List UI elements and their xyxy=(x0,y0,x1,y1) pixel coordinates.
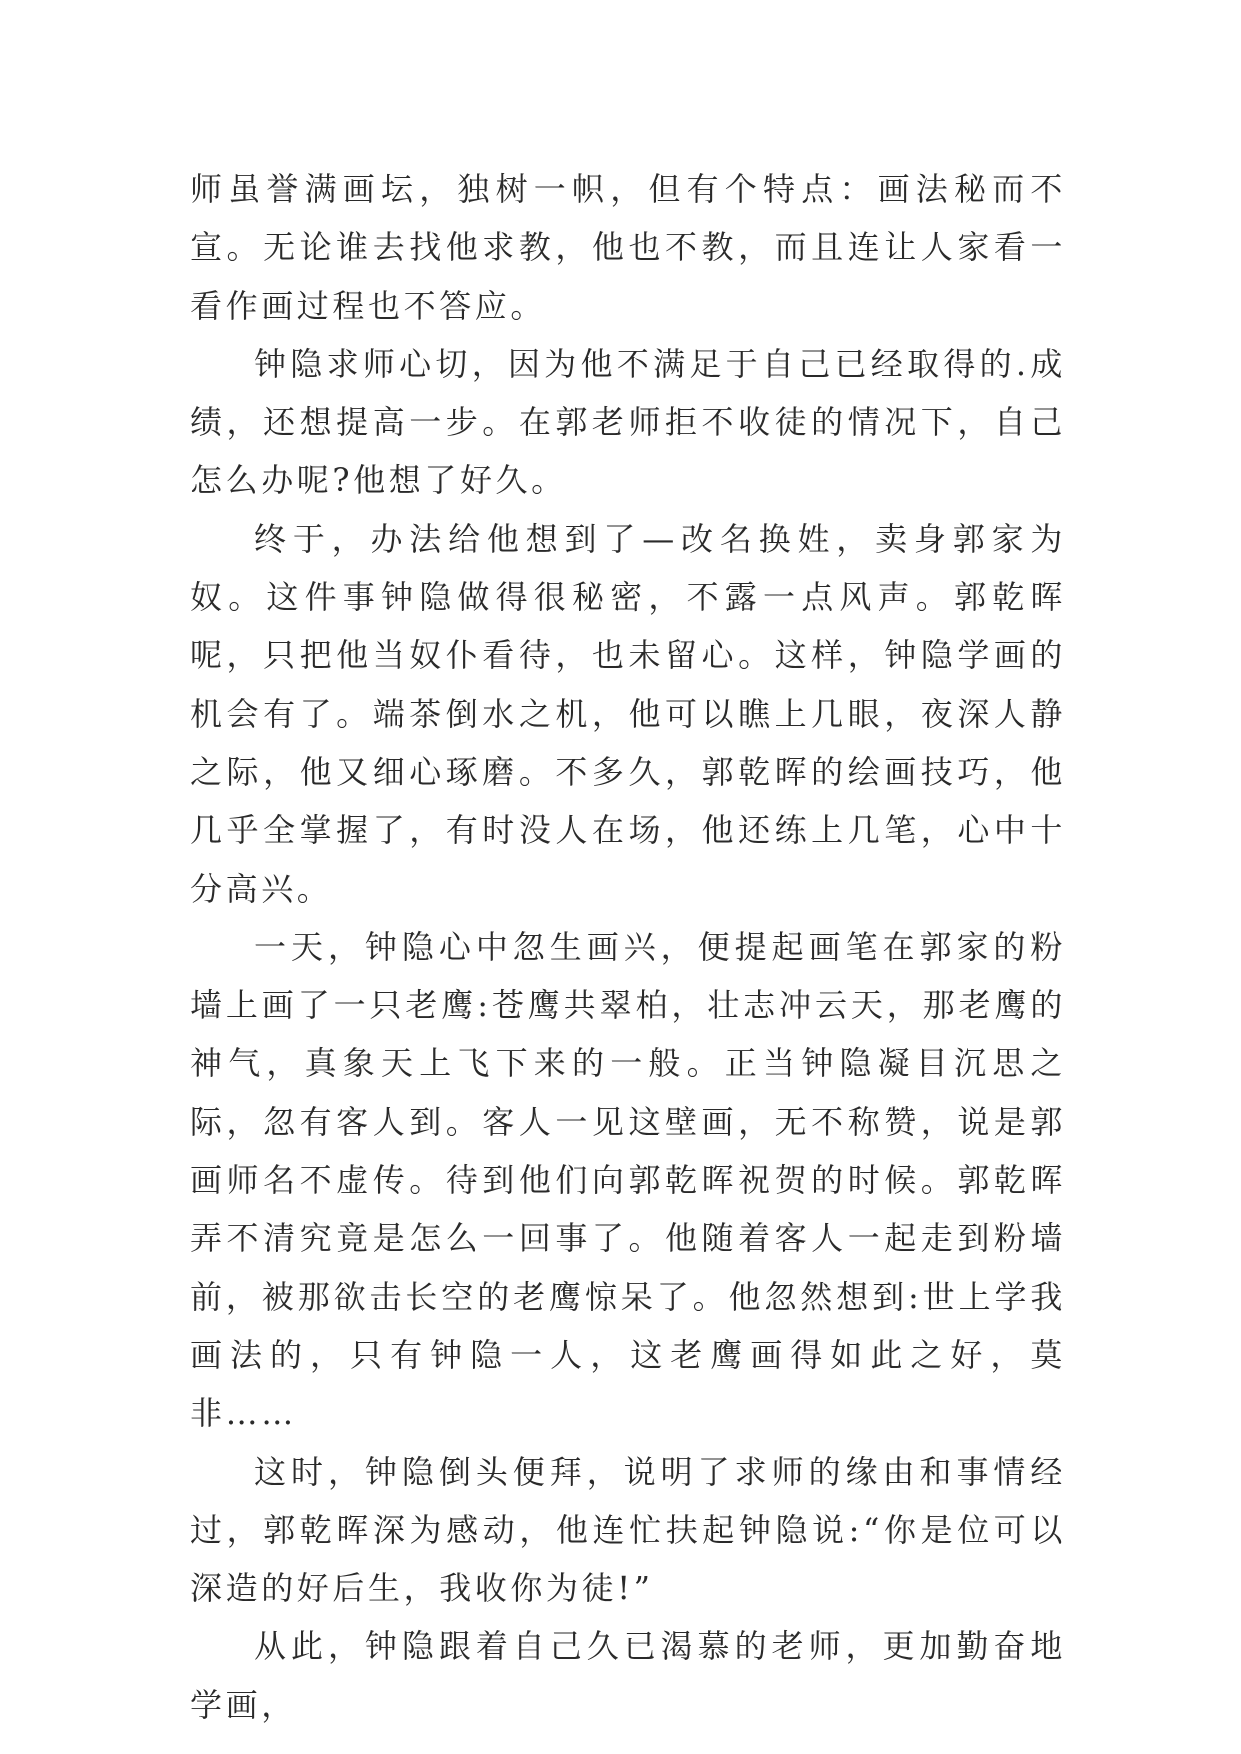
paragraph-4: 一天，钟隐心中忽生画兴，便提起画笔在郭家的粉墙上画了一只老鹰:苍鹰共翠柏，壮志冲云天，那老鹰的神气，真象天上飞下来的一般。正当钟隐凝目沉思之际，忽有客人到。客人一见这壁画，无不称赞，说是郭画师名不虚传。待到他们向郭乾晖祝贺的时候。郭乾晖弄不清究竟是怎么一回事了。他随着客人一起走到粉墙前，被那欲击长空的老鹰惊呆了。他忽然想到:世上学我画法的，只有钟隐一人，这老鹰画得如此之好，莫非…… xyxy=(190,927,1066,1433)
paragraph-6: 从此，钟隐跟着自己久已渴慕的老师，更加勤奋地学画， xyxy=(190,1627,1066,1724)
paragraph-5: 这时，钟隐倒头便拜，说明了求师的缘由和事情经过，郭乾晖深为感动，他连忙扶起钟隐说:“你是位可以深造的好后生，我收你为徒!” xyxy=(190,1452,1066,1608)
paragraph-2: 钟隐求师心切，因为他不满足于自己已经取得的.成绩，还想提高一步。在郭老师拒不收徒的情况下，自己怎么办呢?他想了好久。 xyxy=(190,344,1066,500)
paragraph-1: 师虽誉满画坛，独树一帜，但有个特点：画法秘而不宣。无论谁去找他求教，他也不教，而且连让人家看一看作画过程也不答应。 xyxy=(190,170,1066,325)
paragraph-3: 终于，办法给他想到了—改名换姓，卖身郭家为奴。这件事钟隐做得很秘密，不露一点风声。郭乾晖呢，只把他当奴仆看待，也未留心。这样，钟隐学画的机会有了。端茶倒水之机，他可以瞧上几眼，夜深人静之际，他又细心琢磨。不多久，郭乾晖的绘画技巧，他几乎全掌握了，有时没人在场，他还练上几笔，心中十分高兴。 xyxy=(190,519,1066,908)
article-body xyxy=(190,160,1066,1734)
